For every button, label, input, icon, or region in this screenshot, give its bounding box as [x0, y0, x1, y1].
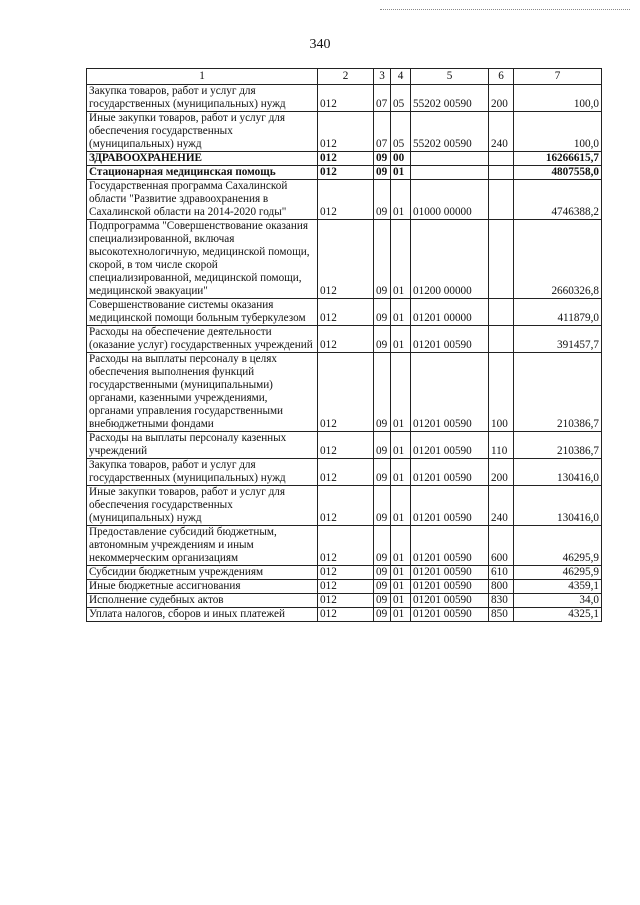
- cell-vr: 610: [489, 566, 514, 580]
- cell-name: Стационарная медицинская помощь: [87, 166, 318, 180]
- cell-rz: 09: [374, 353, 391, 432]
- cell-pr: 05: [391, 85, 411, 112]
- cell-csr: 01000 00000: [411, 180, 489, 220]
- table-row: [87, 166, 602, 180]
- cell-pr: 01: [391, 486, 411, 526]
- cell-vr: 800: [489, 580, 514, 594]
- cell-csr: 01201 00000: [411, 299, 489, 326]
- cell-pr: 01: [391, 608, 411, 622]
- cell-ved: 012: [318, 608, 374, 622]
- cell-vr: [489, 152, 514, 166]
- cell-ved: 012: [318, 326, 374, 353]
- cell-ved: 012: [318, 459, 374, 486]
- cell-ved: 012: [318, 486, 374, 526]
- cell-pr: 00: [391, 152, 411, 166]
- header-cell-csr: 5: [411, 69, 489, 85]
- cell-name: Совершенствование системы оказания медицинской помощи больным туберкулезом: [87, 299, 318, 326]
- cell-ved: 012: [318, 594, 374, 608]
- cell-pr: 01: [391, 594, 411, 608]
- cell-csr: 01201 00590: [411, 594, 489, 608]
- cell-vr: [489, 180, 514, 220]
- cell-rz: 09: [374, 580, 391, 594]
- table-row: [87, 526, 602, 566]
- header-cell-name: 1: [87, 69, 318, 85]
- cell-pr: 01: [391, 580, 411, 594]
- cell-ved: 012: [318, 180, 374, 220]
- cell-vr: [489, 326, 514, 353]
- cell-sum: 130416,0: [514, 486, 602, 526]
- table-row: [87, 220, 602, 299]
- table-body: [87, 85, 602, 622]
- cell-pr: 01: [391, 180, 411, 220]
- cell-name: Предоставление субсидий бюджетным, автономным учреждениям и иным некоммерческим организациям: [87, 526, 318, 566]
- cell-name: Расходы на выплаты персоналу в целях обеспечения выполнения функций государственными (муниципальными) органами, казенными учреждениями, органами управления государственными внебюджетными фондами: [87, 353, 318, 432]
- cell-ved: 012: [318, 299, 374, 326]
- cell-csr: 01201 00590: [411, 353, 489, 432]
- table-row: [87, 459, 602, 486]
- cell-name: Государственная программа Сахалинской области "Развитие здравоохранения в Сахалинской области на 2014-2020 годы": [87, 180, 318, 220]
- cell-sum: 46295,9: [514, 566, 602, 580]
- cell-name: Расходы на обеспечение деятельности (оказание услуг) государственных учреждений: [87, 326, 318, 353]
- budget-table: [86, 68, 602, 622]
- cell-name: Уплата налогов, сборов и иных платежей: [87, 608, 318, 622]
- cell-sum: 210386,7: [514, 353, 602, 432]
- cell-ved: 012: [318, 166, 374, 180]
- cell-vr: [489, 166, 514, 180]
- cell-pr: 01: [391, 353, 411, 432]
- table-row: [87, 486, 602, 526]
- cell-pr: 01: [391, 166, 411, 180]
- cell-sum: 4746388,2: [514, 180, 602, 220]
- page-number: 340: [309, 37, 331, 52]
- cell-name: Закупка товаров, работ и услуг для государственных (муниципальных) нужд: [87, 85, 318, 112]
- cell-pr: 01: [391, 459, 411, 486]
- cell-name: Иные бюджетные ассигнования: [87, 580, 318, 594]
- table-row: [87, 152, 602, 166]
- table-row: [87, 326, 602, 353]
- cell-csr: 55202 00590: [411, 85, 489, 112]
- header-cell-rz: 3: [374, 69, 391, 85]
- cell-rz: 09: [374, 608, 391, 622]
- cell-name: Исполнение судебных актов: [87, 594, 318, 608]
- cell-vr: 110: [489, 432, 514, 459]
- cell-name: Подпрограмма "Совершенствование оказания специализированной, включая высокотехнологичную, медицинской помощи, скорой, в том числе скорой специализированной, медицинской помощи, медицинской эвакуации": [87, 220, 318, 299]
- cell-ved: 012: [318, 112, 374, 152]
- header-cell-ved: 2: [318, 69, 374, 85]
- cell-rz: 09: [374, 594, 391, 608]
- cell-sum: 2660326,8: [514, 220, 602, 299]
- cell-csr: 55202 00590: [411, 112, 489, 152]
- cell-vr: 200: [489, 85, 514, 112]
- cell-rz: 09: [374, 180, 391, 220]
- cell-vr: 240: [489, 486, 514, 526]
- cell-pr: 01: [391, 299, 411, 326]
- cell-rz: 09: [374, 152, 391, 166]
- cell-pr: 01: [391, 566, 411, 580]
- cell-vr: 100: [489, 353, 514, 432]
- cell-sum: 46295,9: [514, 526, 602, 566]
- cell-sum: 100,0: [514, 85, 602, 112]
- cell-sum: 16266615,7: [514, 152, 602, 166]
- cell-ved: 012: [318, 526, 374, 566]
- cell-ved: 012: [318, 580, 374, 594]
- cell-name: Расходы на выплаты персоналу казенных учреждений: [87, 432, 318, 459]
- cell-pr: 01: [391, 326, 411, 353]
- cell-sum: 100,0: [514, 112, 602, 152]
- top-rule: [380, 9, 630, 10]
- cell-sum: 4359,1: [514, 580, 602, 594]
- cell-csr: 01201 00590: [411, 608, 489, 622]
- table-row: [87, 353, 602, 432]
- cell-ved: 012: [318, 85, 374, 112]
- cell-rz: 07: [374, 85, 391, 112]
- table-row: [87, 432, 602, 459]
- cell-pr: 01: [391, 526, 411, 566]
- table-row: [87, 299, 602, 326]
- cell-rz: 09: [374, 166, 391, 180]
- cell-name: Субсидии бюджетным учреждениям: [87, 566, 318, 580]
- cell-sum: 210386,7: [514, 432, 602, 459]
- cell-ved: 012: [318, 353, 374, 432]
- cell-csr: 01201 00590: [411, 432, 489, 459]
- cell-csr: 01201 00590: [411, 566, 489, 580]
- cell-csr: [411, 166, 489, 180]
- cell-sum: 130416,0: [514, 459, 602, 486]
- cell-csr: 01201 00590: [411, 326, 489, 353]
- table-row: [87, 85, 602, 112]
- cell-csr: [411, 152, 489, 166]
- header-row: [87, 69, 602, 85]
- cell-rz: 09: [374, 526, 391, 566]
- cell-sum: 4325,1: [514, 608, 602, 622]
- cell-vr: 850: [489, 608, 514, 622]
- cell-pr: 05: [391, 112, 411, 152]
- table-row: [87, 112, 602, 152]
- cell-sum: 391457,7: [514, 326, 602, 353]
- cell-ved: 012: [318, 220, 374, 299]
- table-row: [87, 566, 602, 580]
- cell-rz: 09: [374, 432, 391, 459]
- cell-vr: 240: [489, 112, 514, 152]
- cell-ved: 012: [318, 432, 374, 459]
- header-cell-vr: 6: [489, 69, 514, 85]
- cell-vr: 830: [489, 594, 514, 608]
- cell-rz: 07: [374, 112, 391, 152]
- cell-ved: 012: [318, 152, 374, 166]
- cell-name: Иные закупки товаров, работ и услуг для обеспечения государственных (муниципальных) нужд: [87, 112, 318, 152]
- cell-vr: 600: [489, 526, 514, 566]
- cell-rz: 09: [374, 299, 391, 326]
- cell-rz: 09: [374, 566, 391, 580]
- cell-vr: [489, 220, 514, 299]
- cell-name: Закупка товаров, работ и услуг для государственных (муниципальных) нужд: [87, 459, 318, 486]
- cell-rz: 09: [374, 486, 391, 526]
- cell-ved: 012: [318, 566, 374, 580]
- cell-rz: 09: [374, 459, 391, 486]
- cell-pr: 01: [391, 432, 411, 459]
- cell-sum: 411879,0: [514, 299, 602, 326]
- cell-name: Иные закупки товаров, работ и услуг для обеспечения государственных (муниципальных) нужд: [87, 486, 318, 526]
- cell-vr: [489, 299, 514, 326]
- table-row: [87, 180, 602, 220]
- cell-vr: 200: [489, 459, 514, 486]
- cell-csr: 01200 00000: [411, 220, 489, 299]
- table-row: [87, 594, 602, 608]
- table-row: [87, 608, 602, 622]
- table-row: [87, 580, 602, 594]
- header-cell-pr: 4: [391, 69, 411, 85]
- cell-name: ЗДРАВООХРАНЕНИЕ: [87, 152, 318, 166]
- cell-pr: 01: [391, 220, 411, 299]
- cell-sum: 4807558,0: [514, 166, 602, 180]
- header-cell-sum: 7: [514, 69, 602, 85]
- cell-csr: 01201 00590: [411, 580, 489, 594]
- cell-sum: 34,0: [514, 594, 602, 608]
- cell-csr: 01201 00590: [411, 526, 489, 566]
- cell-rz: 09: [374, 220, 391, 299]
- cell-rz: 09: [374, 326, 391, 353]
- cell-csr: 01201 00590: [411, 459, 489, 486]
- cell-csr: 01201 00590: [411, 486, 489, 526]
